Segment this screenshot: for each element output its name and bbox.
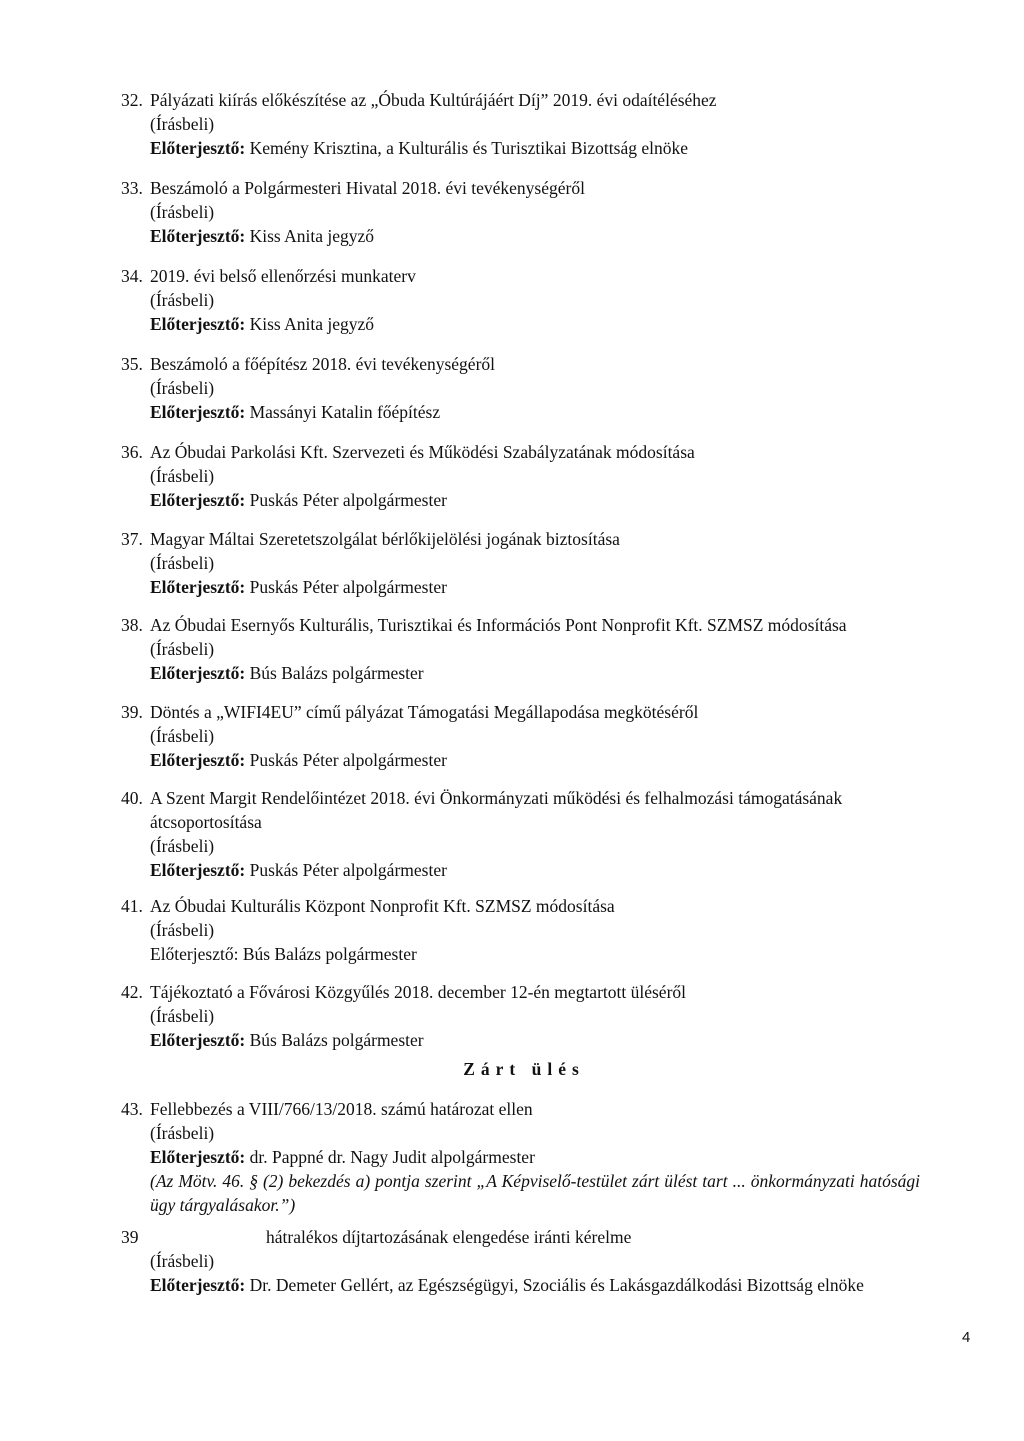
- presenter-name: Puskás Péter alpolgármester: [249, 577, 447, 597]
- presenter-label: Előterjesztő:: [150, 944, 239, 964]
- item-title: Az Óbudai Esernyős Kulturális, Turisztikai és Információs Pont Nonprofit Kft. SZMSZ módosítása: [150, 615, 847, 635]
- item-type: (Írásbeli): [150, 114, 215, 134]
- agenda-item-37: [121, 527, 921, 599]
- item-title: 2019. évi belső ellenőrzési munkaterv: [150, 266, 416, 286]
- legal-note: (Az Mötv. 46. § (2) bekezdés a) pontja szerint „A Képviselő-testület zárt ülést tart ... önkormányzati hatósági ügy tárgyalásakor.”): [150, 1171, 920, 1215]
- item-type: (Írásbeli): [150, 726, 215, 746]
- item-type: (Írásbeli): [150, 639, 215, 659]
- item-type: (Írásbeli): [150, 836, 215, 856]
- presenter-label: Előterjesztő:: [150, 1275, 246, 1295]
- item-number: 42.: [121, 982, 143, 1002]
- item-title: hátralékos díjtartozásának elengedése iránti kérelme: [266, 1227, 632, 1247]
- item-number: 39: [121, 1227, 139, 1247]
- presenter-label: Előterjesztő:: [150, 314, 246, 334]
- presenter-name: Kemény Krisztina, a Kulturális és Turisztikai Bizottság elnöke: [249, 138, 689, 158]
- presenter-label: Előterjesztő:: [150, 663, 246, 683]
- item-title: Az Óbudai Kulturális Központ Nonprofit Kft. SZMSZ módosítása: [150, 896, 615, 916]
- presenter-label: Előterjesztő:: [150, 138, 246, 158]
- item-title: Beszámoló a főépítész 2018. évi tevékenységéről: [150, 354, 496, 374]
- presenter-name: Puskás Péter alpolgármester: [249, 750, 447, 770]
- agenda-item-35: [121, 352, 921, 424]
- presenter-name: Bús Balázs polgármester: [242, 944, 417, 964]
- presenter-name: Dr. Demeter Gellért, az Egészségügyi, Szociális és Lakásgazdálkodási Bizottság elnöke: [249, 1275, 864, 1295]
- page-number: 4: [962, 1329, 971, 1346]
- presenter-label: Előterjesztő:: [150, 402, 246, 422]
- item-title-continuation: átcsoportosítása: [150, 812, 262, 832]
- item-type: (Írásbeli): [150, 553, 215, 573]
- item-number: 34.: [121, 266, 143, 286]
- presenter-label: Előterjesztő:: [150, 750, 246, 770]
- agenda-item-closed-39: [121, 1225, 951, 1297]
- agenda-item-40: [121, 786, 921, 882]
- item-type: (Írásbeli): [150, 202, 215, 222]
- presenter-name: Massányi Katalin főépítész: [249, 402, 441, 422]
- presenter-name: Kiss Anita jegyző: [249, 226, 375, 246]
- item-title: Tájékoztató a Fővárosi Közgyűlés 2018. december 12-én megtartott üléséről: [150, 982, 687, 1002]
- agenda-item-36: [121, 440, 921, 512]
- agenda-item-39: [121, 700, 921, 772]
- presenter-name: Bús Balázs polgármester: [249, 1030, 424, 1050]
- agenda-item-33: [121, 176, 921, 248]
- item-number: 40.: [121, 788, 143, 808]
- item-title: Az Óbudai Parkolási Kft. Szervezeti és Működési Szabályzatának módosítása: [150, 442, 695, 462]
- item-title: Fellebbezés a VIII/766/13/2018. számú határozat ellen: [150, 1099, 533, 1119]
- presenter-label: Előterjesztő:: [150, 860, 246, 880]
- agenda-item-32: [121, 88, 921, 160]
- agenda-item-41: [121, 894, 921, 966]
- agenda-item-43: [121, 1097, 921, 1217]
- item-title: A Szent Margit Rendelőintézet 2018. évi Önkormányzati működési és felhalmozási támogatásának: [150, 788, 843, 808]
- item-number: 43.: [121, 1099, 143, 1119]
- agenda-item-42: [121, 980, 921, 1052]
- presenter-name: dr. Pappné dr. Nagy Judit alpolgármester: [249, 1147, 535, 1167]
- agenda-item-38: [121, 613, 921, 685]
- agenda-item-34: [121, 264, 921, 336]
- item-type: (Írásbeli): [150, 466, 215, 486]
- item-number: 32.: [121, 90, 143, 110]
- presenter-name: Kiss Anita jegyző: [249, 314, 375, 334]
- item-number: 41.: [121, 896, 143, 916]
- item-type: (Írásbeli): [150, 378, 215, 398]
- presenter-name: Puskás Péter alpolgármester: [249, 490, 447, 510]
- item-title: Magyar Máltai Szeretetszolgálat bérlőkijelölési jogának biztosítása: [150, 529, 620, 549]
- presenter-name: Bús Balázs polgármester: [249, 663, 424, 683]
- presenter-label: Előterjesztő:: [150, 1030, 246, 1050]
- presenter-label: Előterjesztő:: [150, 226, 246, 246]
- item-type: (Írásbeli): [150, 1251, 215, 1271]
- presenter-name: Puskás Péter alpolgármester: [249, 860, 447, 880]
- item-number: 36.: [121, 442, 143, 462]
- item-title: Pályázati kiírás előkészítése az „Óbuda Kultúrájáért Díj” 2019. évi odaítéléséhez: [150, 90, 717, 110]
- presenter-label: Előterjesztő:: [150, 490, 246, 510]
- item-type: (Írásbeli): [150, 1123, 215, 1143]
- item-type: (Írásbeli): [150, 1006, 215, 1026]
- item-number: 33.: [121, 178, 143, 198]
- item-number: 35.: [121, 354, 143, 374]
- presenter-label: Előterjesztő:: [150, 1147, 246, 1167]
- item-type: (Írásbeli): [150, 920, 215, 940]
- item-title: Beszámoló a Polgármesteri Hivatal 2018. évi tevékenységéről: [150, 178, 585, 198]
- presenter-label: Előterjesztő:: [150, 577, 246, 597]
- item-number: 38.: [121, 615, 143, 635]
- item-number: 39.: [121, 702, 143, 722]
- section-heading-closed-session: Zárt ülés: [463, 1059, 585, 1079]
- item-number: 37.: [121, 529, 143, 549]
- item-type: (Írásbeli): [150, 290, 215, 310]
- item-title: Döntés a „WIFI4EU” című pályázat Támogatási Megállapodása megkötéséről: [150, 702, 699, 722]
